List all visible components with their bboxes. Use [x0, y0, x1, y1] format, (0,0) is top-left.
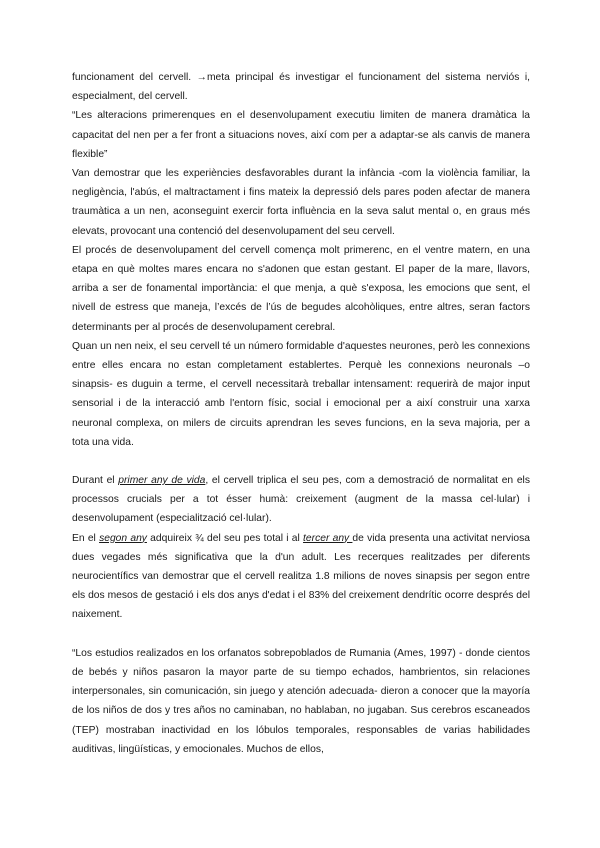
text-segment: adquireix ¾ del seu pes total i al: [146, 532, 304, 544]
emphasis-third-year: tercer any: [303, 532, 353, 544]
paragraph-prenatal-development: El procés de desenvolupament del cervell comença molt primerenc, en el ventre matern, en una etapa en què moltes mares encara no s'adonen que estan gestant. El paper de la mare, llavors, arriba a ser de fonamental importància: el que menja, a què s'exposa, les emocions que sent, el nivell de estress que maneja, l’excés de l’ús de begudes alcohòliques, entre altres, seran factors determinants per al procés de desenvolupament cerebral.: [72, 244, 530, 333]
emphasis-second-year: segon any: [99, 532, 147, 544]
text-segment: de vida presenta una activitat nerviosa dues vegades més significativa que la d'un adult. Les recerques realitzades per diferents neurocientífics van demostrar que el cervell realitza 1.8 milions de noves sinapsis per segon entre els dos mesos de gestació i els dos anys d'edat i el 83% del creixement dendrític ocorre després del naixement.: [72, 532, 530, 621]
text-segment: , el cervell triplica el seu pes, com a demostració de normalitat en els processos crucials per a tot ésser humà: creixement (augment de la massa cel·lular) i desenvolupament (especialització cel·lular).: [72, 475, 530, 525]
text-segment: En el: [72, 532, 100, 544]
paragraph-spacer: [72, 452, 530, 471]
quote-executive-development: “Les alteracions primerenques en el desenvolupament executiu limiten de manera dramàtica la capacitat del nen per a fer front a situacions noves, així com per a adaptar-se als canvis de manera flexible”: [72, 110, 530, 160]
paragraph-neural-connections: Quan un nen neix, el seu cervell té un número formidable d'aquestes neurones, però les connexions entre elles encara no estan completament establertes. Perquè les connexions neuronals –o sinapsis- es duguin a terme, el cervell necessitarà treballar intensament: requerirà de major input sensorial i de la interacció amb l'entorn físic, social i emocional per a així construir una xarxa neuronal complexa, on milers de circuits aprendran les seves funcions, en la seva majoria, per a tota una vida.: [72, 340, 530, 448]
paragraph-first-year: [72, 471, 530, 529]
text-segment: Durant el: [72, 475, 119, 487]
paragraph-brain-function: funcionament del cervell. →meta principal és investigar el funcionament del sistema nerviós i, especialment, del cervell.: [72, 72, 530, 103]
paragraph-spacer: [72, 625, 530, 644]
quote-romania-orphanages: “Los estudios realizados en los orfanatos sobrepoblados de Rumania (Ames, 1997) - donde cientos de bebés y niños pasaron la mayor parte de su tiempo echados, hambrientos, sin relaciones interpersonales, sin comunicación, sin juego y atención adecuada- dieron a conocer que la mayoría de los niños de dos y tres años no caminaban, no hablaban, no jugaban. Sus cerebros escaneados (TEP) mostraban inactividad en los lóbulos temporales, responsables de varias habilidades auditivas, lingüísticas, y emocionales. Muchos de ellos,: [72, 647, 530, 755]
paragraph-adverse-experiences: Van demostrar que les experiències desfavorables durant la infància -com la violència familiar, la negligència, l'abús, el maltractament i fins mateix la depressió dels pares poden afectar de manera traumàtica a un nen, aconseguint exercir forta influència en la seva salut mental o, en graus més elevats, provocant una contenció del desenvolupament del seu cervell.: [72, 168, 530, 237]
paragraph-second-third-year: [72, 529, 530, 625]
emphasis-first-year: primer any de vida: [118, 475, 206, 487]
